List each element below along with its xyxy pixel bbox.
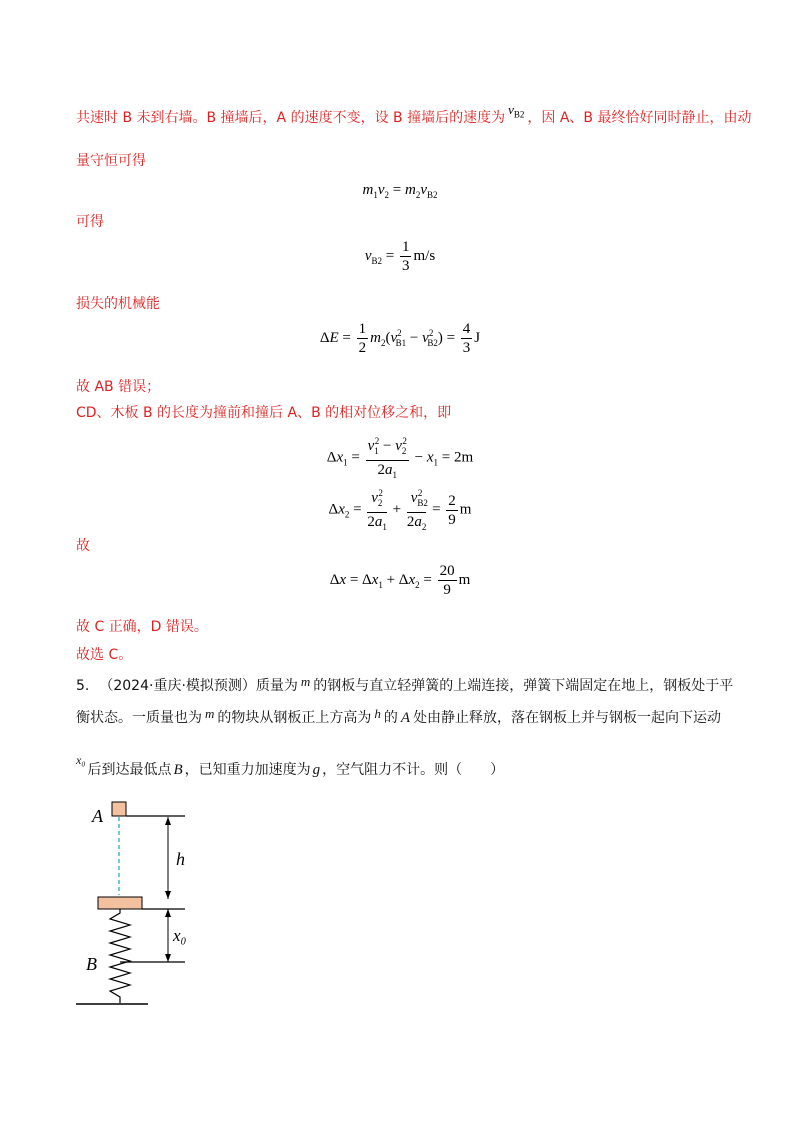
question-text: 处由静止释放，落在钢板上并与钢板一起向下运动 <box>413 710 722 726</box>
symbol-m: m <box>300 674 311 689</box>
solution-text: 共速时 B 未到右墙。B 撞墙后，A 的速度不变，设 B 撞墙后的速度为 <box>76 110 506 126</box>
x0-arrow-top-head <box>165 909 171 917</box>
solution-line-4: 损失的机械能 <box>76 296 160 312</box>
question-5-line-1 <box>76 676 736 696</box>
solution-line-1 <box>76 102 752 133</box>
equation-dx2: $\Delta x_2$ = $\frac{v_2^2}{2a_1}$ + $\frac{v_{B2}^2}{2a_2}$ = $\frac{2}{9}$ m <box>0 484 800 536</box>
x0-arrow-bottom-head <box>165 954 171 962</box>
equation-momentum: $m_1v_2 = m_2v_{B2}$ <box>362 182 438 200</box>
question-source: （2024·重庆·模拟预测） <box>99 678 256 694</box>
equation-dx1: $\Delta x_1$ = $\frac{v_1^2 - v_2^2}{2a_1}$ − $x_1 = 2m$ <box>0 432 800 484</box>
solution-line-3: 可得 <box>76 214 104 230</box>
question-text: 衡状态。一质量也为 <box>76 710 202 726</box>
spring-figure <box>70 795 210 1010</box>
question-number: 5. <box>76 678 90 694</box>
symbol-g: g <box>312 762 321 778</box>
symbol-b: B <box>173 762 183 778</box>
equation-dx: $\Delta x = \Delta x_1 + \Delta x_2$ = $\frac{20}{9}$ m <box>329 563 471 598</box>
question-text: 质量为 <box>255 678 298 694</box>
solution-line-9: 故选 C。 <box>76 647 133 663</box>
symbol-x0: x₀ <box>76 753 86 767</box>
question-text: 的钢板与直立轻弹簧的上端连接，弹簧下端固定在地上，钢板处于平 <box>313 678 734 694</box>
spring <box>110 909 130 1003</box>
symbol-m: m <box>205 706 215 721</box>
label-h: h <box>176 849 185 869</box>
question-5-line-3 <box>76 753 505 780</box>
solution-line-8: 故 C 正确，D 错误。 <box>76 619 208 635</box>
label-a: A <box>92 806 103 826</box>
question-text: 的 <box>383 710 398 726</box>
solution-line-2: 量守恒可得 <box>76 153 146 169</box>
solution-line-6: CD、木板 B 的长度为撞前和撞后 A、B 的相对位移之和，即 <box>76 405 452 421</box>
question-text: 后到达最低点 <box>87 762 172 778</box>
falling-block <box>112 802 126 816</box>
h-arrow-bottom-head <box>165 891 171 899</box>
symbol-a: A <box>400 710 411 726</box>
solution-line-5: 故 AB 错误； <box>76 379 161 395</box>
label-b: B <box>86 954 97 974</box>
question-5-line-2 <box>76 708 721 728</box>
symbol-vb2: $v_{B2}$ <box>508 102 525 120</box>
steel-plate <box>98 897 142 909</box>
h-arrow-top-head <box>165 817 171 825</box>
solution-line-7: 故 <box>76 538 90 554</box>
question-text: ，空气阻力不计。则（ ） <box>322 762 505 778</box>
equation-energy: ΔE = $\frac{1}{2}$ $m_2(v^2_{B1} - v^2_{B2})$ = $\frac{4}{3}$ J <box>319 321 481 356</box>
question-text: ，已知重力加速度为 <box>184 762 311 778</box>
question-text: 的物块从钢板正上方高为 <box>217 710 372 726</box>
symbol-h: h <box>374 706 381 721</box>
solution-text: ，因 A、B 最终恰好同时静止，由动 <box>527 110 752 126</box>
equation-vb2: $v_{B2}$ = $\frac{1}{3}$ m/s <box>364 239 436 274</box>
label-x0: x₀ <box>173 926 187 945</box>
